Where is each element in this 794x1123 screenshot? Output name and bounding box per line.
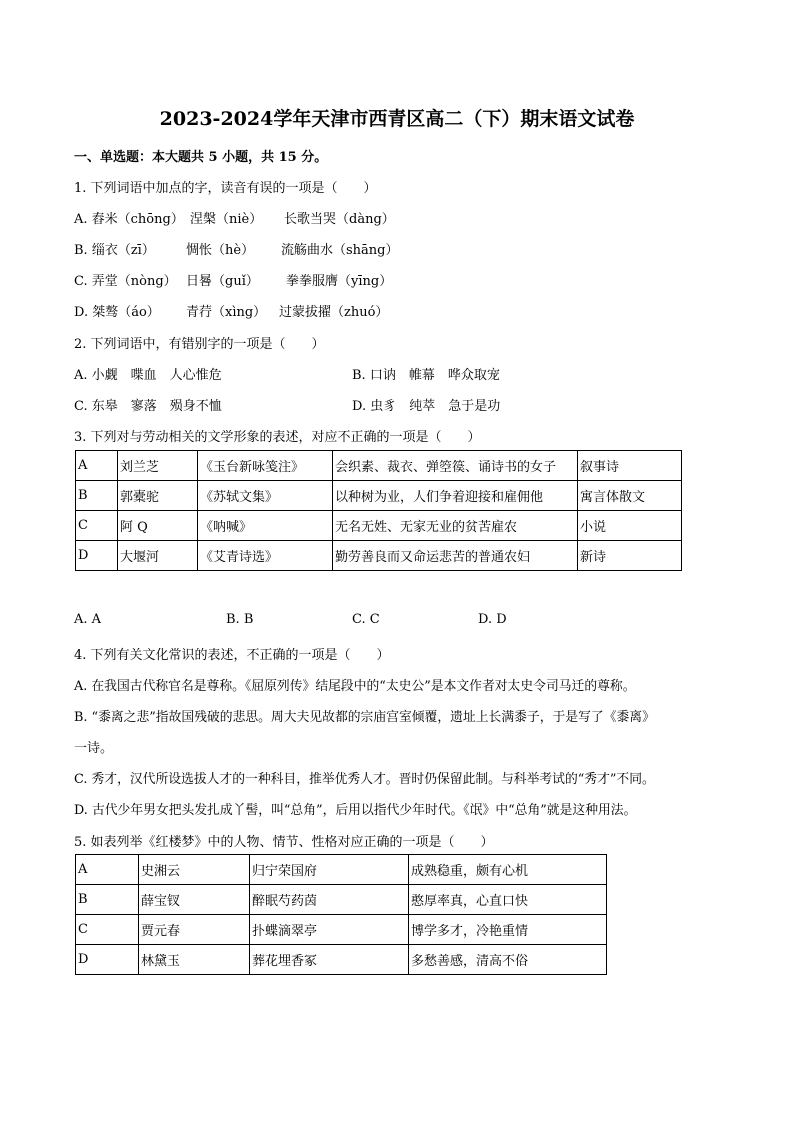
table-cell: 会织素、裁衣、弹箜篌、诵诗书的女子 — [333, 451, 578, 481]
q1-c-2: 日晷（guǐ） — [186, 274, 259, 289]
table-cell: 林黛玉 — [139, 945, 250, 975]
table-cell: B — [76, 481, 118, 511]
table-cell: 扑蝶滴翠亭 — [250, 915, 409, 945]
q1-stem: 1. 下列词语中加点的字，读音有误的一项是（ ） — [74, 181, 377, 196]
table-cell: 成熟稳重，颇有心机 — [409, 855, 607, 885]
table-cell: 新诗 — [578, 541, 682, 571]
table-cell: 勤劳善良而又命运悲苦的普通农妇 — [333, 541, 578, 571]
table-cell: A — [76, 451, 118, 481]
q1-a-3: 长歌当哭（dàng） — [284, 212, 395, 227]
table-cell: 郭橐驼 — [118, 481, 198, 511]
q2-option-a: A. 小觑 喋血 人心惟危 — [74, 368, 222, 383]
table-cell: 叙事诗 — [578, 451, 682, 481]
q5-table — [75, 854, 607, 975]
table-row — [76, 451, 682, 481]
table-cell: 博学多才，冷艳重情 — [409, 915, 607, 945]
table-cell: 小说 — [578, 511, 682, 541]
table-cell: A — [76, 855, 139, 885]
table-row — [76, 885, 607, 915]
table-cell: 以种树为业，人们争着迎接和雇佣他 — [333, 481, 578, 511]
q4-stem: 4. 下列有关文化常识的表述，不正确的一项是（ ） — [74, 648, 390, 663]
table-cell: 《呐喊》 — [198, 511, 333, 541]
table-cell: 《玉台新咏笺注》 — [198, 451, 333, 481]
q1-d-1: D. 桀骜（áo） — [74, 305, 160, 320]
table-cell: 无名无姓、无家无业的贫苦雇农 — [333, 511, 578, 541]
q1-a-2: 涅槃（niè） — [190, 212, 263, 227]
table-row — [76, 915, 607, 945]
table-cell: 多愁善感，清高不俗 — [409, 945, 607, 975]
table-cell: 薛宝钗 — [139, 885, 250, 915]
q4-option-d: D. 古代少年男女把头发扎成丫髻，叫“总角”，后用以指代少年时代。《氓》中“总角”就是这种用法。 — [74, 803, 637, 818]
q3-answer-c: C. C — [352, 612, 380, 627]
table-cell: 《艾青诗选》 — [198, 541, 333, 571]
q3-answer-b: B. B — [226, 612, 254, 627]
q1-option-d — [74, 301, 388, 320]
table-cell: 阿 Q — [118, 511, 198, 541]
q1-d-2: 青荇（xìng） — [186, 305, 267, 320]
q4-option-b: B. “黍离之悲”指故国残破的悲思。周大夫见故都的宗庙宫室倾覆，遗址上长满黍子，于是写了《黍离》 — [74, 710, 655, 725]
q2-stem: 2. 下列词语中，有错别字的一项是（ ） — [74, 337, 325, 352]
table-cell: 史湘云 — [139, 855, 250, 885]
table-cell: 大堰河 — [118, 541, 198, 571]
table-cell: 《苏轼文集》 — [198, 481, 333, 511]
q2-option-d: D. 虫豸 纯萃 急于是功 — [352, 399, 501, 414]
q1-c-1: C. 弄堂（nòng） — [74, 274, 177, 289]
q1-c-3: 拳拳服膺（yīng） — [286, 274, 393, 289]
table-cell: D — [76, 541, 118, 571]
q1-d-3: 过蒙拔擢（zhuó） — [279, 305, 389, 320]
table-row — [76, 855, 607, 885]
q1-b-2: 惆怅（hè） — [186, 243, 255, 258]
table-row — [76, 541, 682, 571]
table-cell: 贾元春 — [139, 915, 250, 945]
q1-option-a — [74, 208, 395, 227]
table-cell: B — [76, 885, 139, 915]
q4-option-b-cont: 一诗。 — [74, 741, 114, 756]
q3-answer-a: A. A — [74, 612, 102, 627]
q2-option-b: B. 口讷 帷幕 哗众取宠 — [352, 368, 500, 383]
q3-answer-d: D. D — [478, 612, 507, 627]
q4-option-a: A. 在我国古代称官名是尊称。《屈原列传》结尾段中的“太史公”是本文作者对太史令司马迁的尊称。 — [74, 679, 636, 694]
q3-stem: 3. 下列对与劳动相关的文学形象的表述，对应不正确的一项是（ ） — [74, 430, 481, 445]
table-row — [76, 511, 682, 541]
table-cell: 醉眠芍药茵 — [250, 885, 409, 915]
q5-stem: 5. 如表列举《红楼梦》中的人物、情节、性格对应正确的一项是（ ） — [74, 835, 494, 850]
q1-option-b — [74, 239, 399, 258]
q4-option-c: C. 秀才，汉代所设选拔人才的一种科目，推举优秀人才。晋时仍保留此制。与科举考试的“秀才”不同。 — [74, 772, 655, 787]
table-row — [76, 481, 682, 511]
q2-option-c: C. 东皋 寥落 殒身不恤 — [74, 399, 222, 414]
table-cell: 憨厚率真，心直口快 — [409, 885, 607, 915]
table-cell: 归宁荣国府 — [250, 855, 409, 885]
table-cell: D — [76, 945, 139, 975]
table-cell: 寓言体散文 — [578, 481, 682, 511]
table-cell: C — [76, 915, 139, 945]
table-cell: 葬花埋香冢 — [250, 945, 409, 975]
q1-a-1: A. 舂米（chōng） — [74, 212, 184, 227]
table-cell: 刘兰芝 — [118, 451, 198, 481]
q1-b-3: 流觞曲水（shāng） — [281, 243, 399, 258]
table-row — [76, 945, 607, 975]
section-heading: 一、单选题：本大题共 5 小题，共 15 分。 — [74, 150, 328, 165]
q1-b-1: B. 缁衣（zī） — [74, 243, 155, 258]
q3-table — [75, 450, 682, 571]
table-cell: C — [76, 511, 118, 541]
q1-option-c — [74, 270, 392, 289]
exam-title: 2023-2024学年天津市西青区高二（下）期末语文试卷 — [159, 108, 635, 130]
